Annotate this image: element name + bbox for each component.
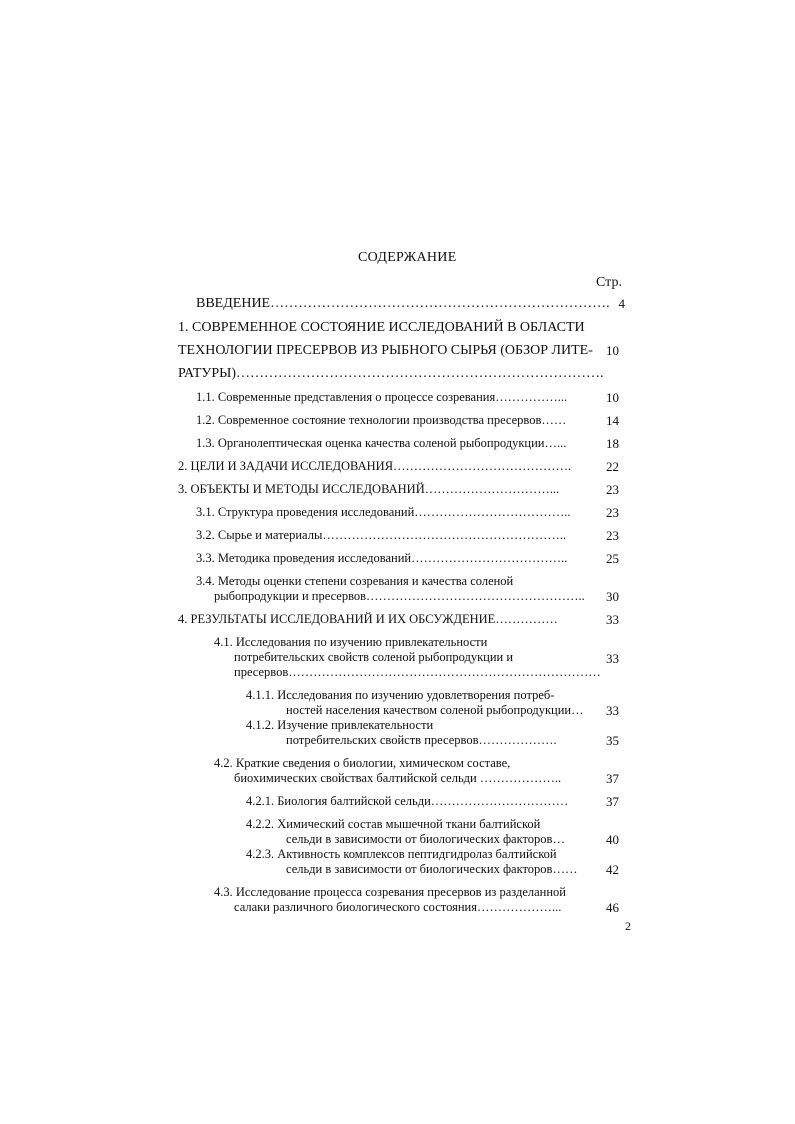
toc-page-number: 35 <box>606 733 619 748</box>
toc-page-number: 40 <box>606 832 619 847</box>
toc-entry-4-1-2-line-2[interactable]: потребительских свойств пресервов………………. <box>286 733 557 747</box>
toc-entry-4-2[interactable]: 4.2. Краткие сведения о биологии, химическом составе, <box>214 756 511 770</box>
page-column-label: Стр. <box>596 275 622 290</box>
toc-entry-chapter-2[interactable]: 2. ЦЕЛИ И ЗАДАЧИ ИССЛЕДОВАНИЯ……………………………………. <box>178 459 572 473</box>
toc-page-number: 10 <box>606 343 619 358</box>
toc-entry-4-2-line-2[interactable]: биохимических свойствах балтийской сельди ……………….. <box>234 771 562 785</box>
toc-page-number: 46 <box>606 900 619 915</box>
page-title: СОДЕРЖАНИЕ <box>358 250 457 265</box>
toc-entry-4-3-line-2[interactable]: салаки различного биологического состояния………………... <box>234 900 562 914</box>
toc-entry-3-3[interactable]: 3.3. Методика проведения исследований……………………………….. <box>196 551 568 565</box>
toc-entry-chapter-1[interactable]: 1. СОВРЕМЕННОЕ СОСТОЯНИЕ ИССЛЕДОВАНИЙ В ОБЛАСТИ <box>178 320 585 335</box>
toc-entry-4-1-1-line-2[interactable]: ностей населения качеством соленой рыбопродукции… <box>286 703 584 717</box>
toc-page-number: 18 <box>606 436 619 451</box>
toc-entry-4-1-2[interactable]: 4.1.2. Изучение привлекательности <box>246 718 434 732</box>
toc-entry-chapter-4[interactable]: 4. РЕЗУЛЬТАТЫ ИССЛЕДОВАНИЙ И ИХ ОБСУЖДЕНИЕ…………… <box>178 612 558 626</box>
toc-entry-4-2-2[interactable]: 4.2.2. Химический состав мышечной ткани балтийской <box>246 817 541 831</box>
toc-entry-4-3[interactable]: 4.3. Исследование процесса созревания пресервов из разделанной <box>214 885 566 899</box>
toc-entry-3-4-line-2[interactable]: рыбопродукции и пресервов…………………………………………….. <box>214 589 585 603</box>
toc-entry-1-2[interactable]: 1.2. Современное состояние технологии производства пресервов…… <box>196 413 567 427</box>
toc-page-number: 22 <box>606 459 619 474</box>
toc-entry-4-1-line-2[interactable]: потребительских свойств соленой рыбопродукции и <box>234 650 514 664</box>
toc-page-number: 33 <box>606 703 619 718</box>
toc-entry-chapter-1-line-2[interactable]: ТЕХНОЛОГИИ ПРЕСЕРВОВ ИЗ РЫБНОГО СЫРЬЯ (ОБЗОР ЛИТЕ- <box>178 343 593 358</box>
toc-entry-1-1[interactable]: 1.1. Современные представления о процессе созревания……………... <box>196 390 568 404</box>
toc-entry-4-1[interactable]: 4.1. Исследования по изучению привлекательности <box>214 635 488 649</box>
toc-page-number: 23 <box>606 505 619 520</box>
toc-page-number: 25 <box>606 551 619 566</box>
toc-entry-intro[interactable]: ВВЕДЕНИЕ………………………………………………………………. <box>196 296 610 311</box>
toc-page-number: 33 <box>606 651 619 666</box>
toc-page-number: 33 <box>606 612 619 627</box>
toc-entry-4-1-line-3[interactable]: пресервов………………………………………………………………… <box>234 665 601 679</box>
toc-page-number: 4 <box>618 296 625 311</box>
page-number: 2 <box>625 919 631 933</box>
toc-page-number: 23 <box>606 528 619 543</box>
toc-entry-4-1-1[interactable]: 4.1.1. Исследования по изучению удовлетворения потреб- <box>246 688 555 702</box>
toc-page-number: 37 <box>606 794 619 809</box>
toc-page-number: 23 <box>606 482 619 497</box>
toc-entry-chapter-3[interactable]: 3. ОБЪЕКТЫ И МЕТОДЫ ИССЛЕДОВАНИЙ…………………………... <box>178 482 560 496</box>
toc-entry-4-2-3-line-2[interactable]: сельди в зависимости от биологических факторов…… <box>286 862 578 876</box>
toc-page-number: 42 <box>606 862 619 877</box>
toc-entry-4-2-1[interactable]: 4.2.1. Биология балтийской сельди…………………………… <box>246 794 569 808</box>
toc-page-number: 14 <box>606 413 619 428</box>
toc-entry-3-1[interactable]: 3.1. Структура проведения исследований……………………………….. <box>196 505 571 519</box>
toc-entry-3-4[interactable]: 3.4. Методы оценки степени созревания и качества соленой <box>196 574 514 588</box>
toc-page-number: 37 <box>606 771 619 786</box>
toc-entry-4-2-2-line-2[interactable]: сельди в зависимости от биологических факторов… <box>286 832 565 846</box>
toc-page-number: 10 <box>606 390 619 405</box>
toc-page-number: 30 <box>606 589 619 604</box>
toc-entry-1-3[interactable]: 1.3. Органолептическая оценка качества соленой рыбопродукции…... <box>196 436 567 450</box>
toc-entry-4-2-3[interactable]: 4.2.3. Активность комплексов пептидгидролаз балтийской <box>246 847 557 861</box>
toc-entry-chapter-1-line-3[interactable]: РАТУРЫ)……………………………………………………………………. <box>178 366 604 381</box>
toc-entry-3-2[interactable]: 3.2. Сырье и материалы………………………………………………….. <box>196 528 567 542</box>
